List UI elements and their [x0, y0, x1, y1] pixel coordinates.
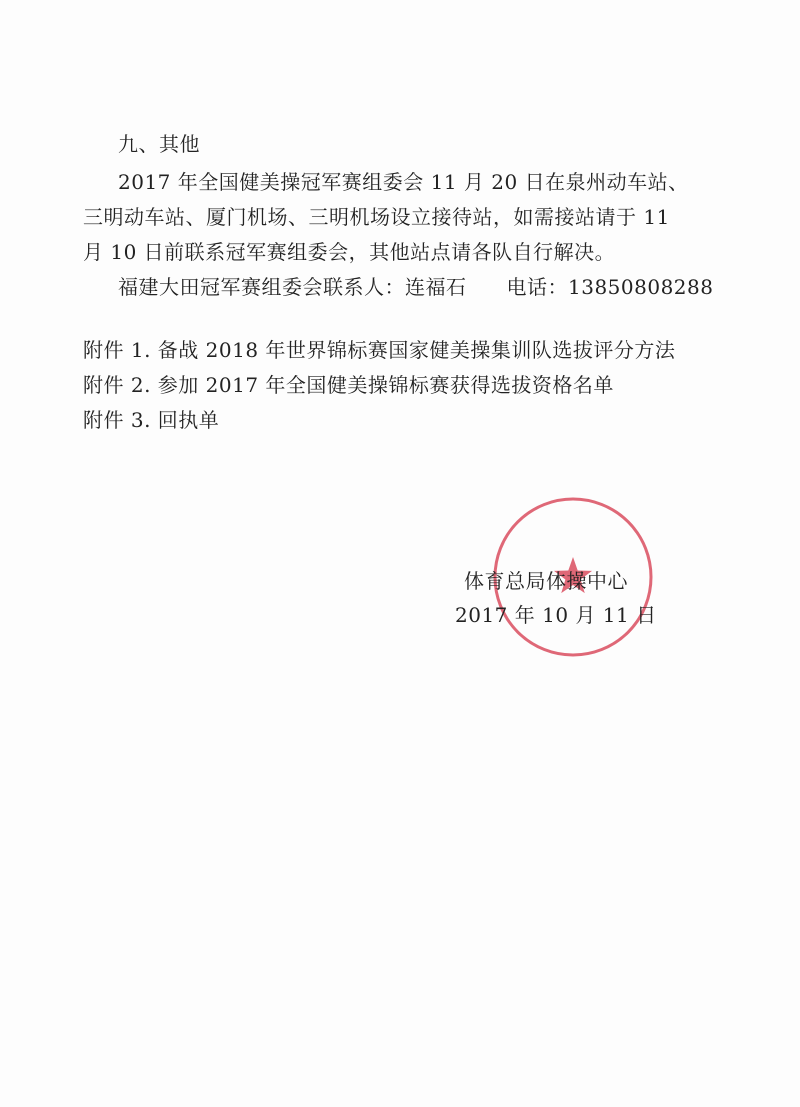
- attachment-3: 附件 3. 回执单: [83, 408, 220, 432]
- paragraph-line-2: 三明动车站、厦门机场、三明机场设立接待站，如需接站请于 11: [83, 205, 670, 229]
- contact-phone: 电话：13850808288: [506, 275, 714, 299]
- contact-line: [118, 273, 713, 301]
- issuer-name: 体育总局体操中心: [464, 569, 628, 593]
- section-heading: 九、其他: [118, 132, 200, 156]
- paragraph-line-3: 月 10 日前联系冠军赛组委会，其他站点请各队自行解决。: [83, 240, 616, 264]
- contact-label: 福建大田冠军赛组委会联系人：连福石: [118, 275, 467, 299]
- issue-date: 2017 年 10 月 11 日: [455, 603, 657, 627]
- attachment-1: 附件 1. 备战 2018 年世界锦标赛国家健美操集训队选拔评分方法: [83, 338, 676, 362]
- attachment-2: 附件 2. 参加 2017 年全国健美操锦标赛获得选拔资格名单: [83, 373, 614, 397]
- paragraph-line-1: 2017 年全国健美操冠军赛组委会 11 月 20 日在泉州动车站、: [118, 170, 689, 194]
